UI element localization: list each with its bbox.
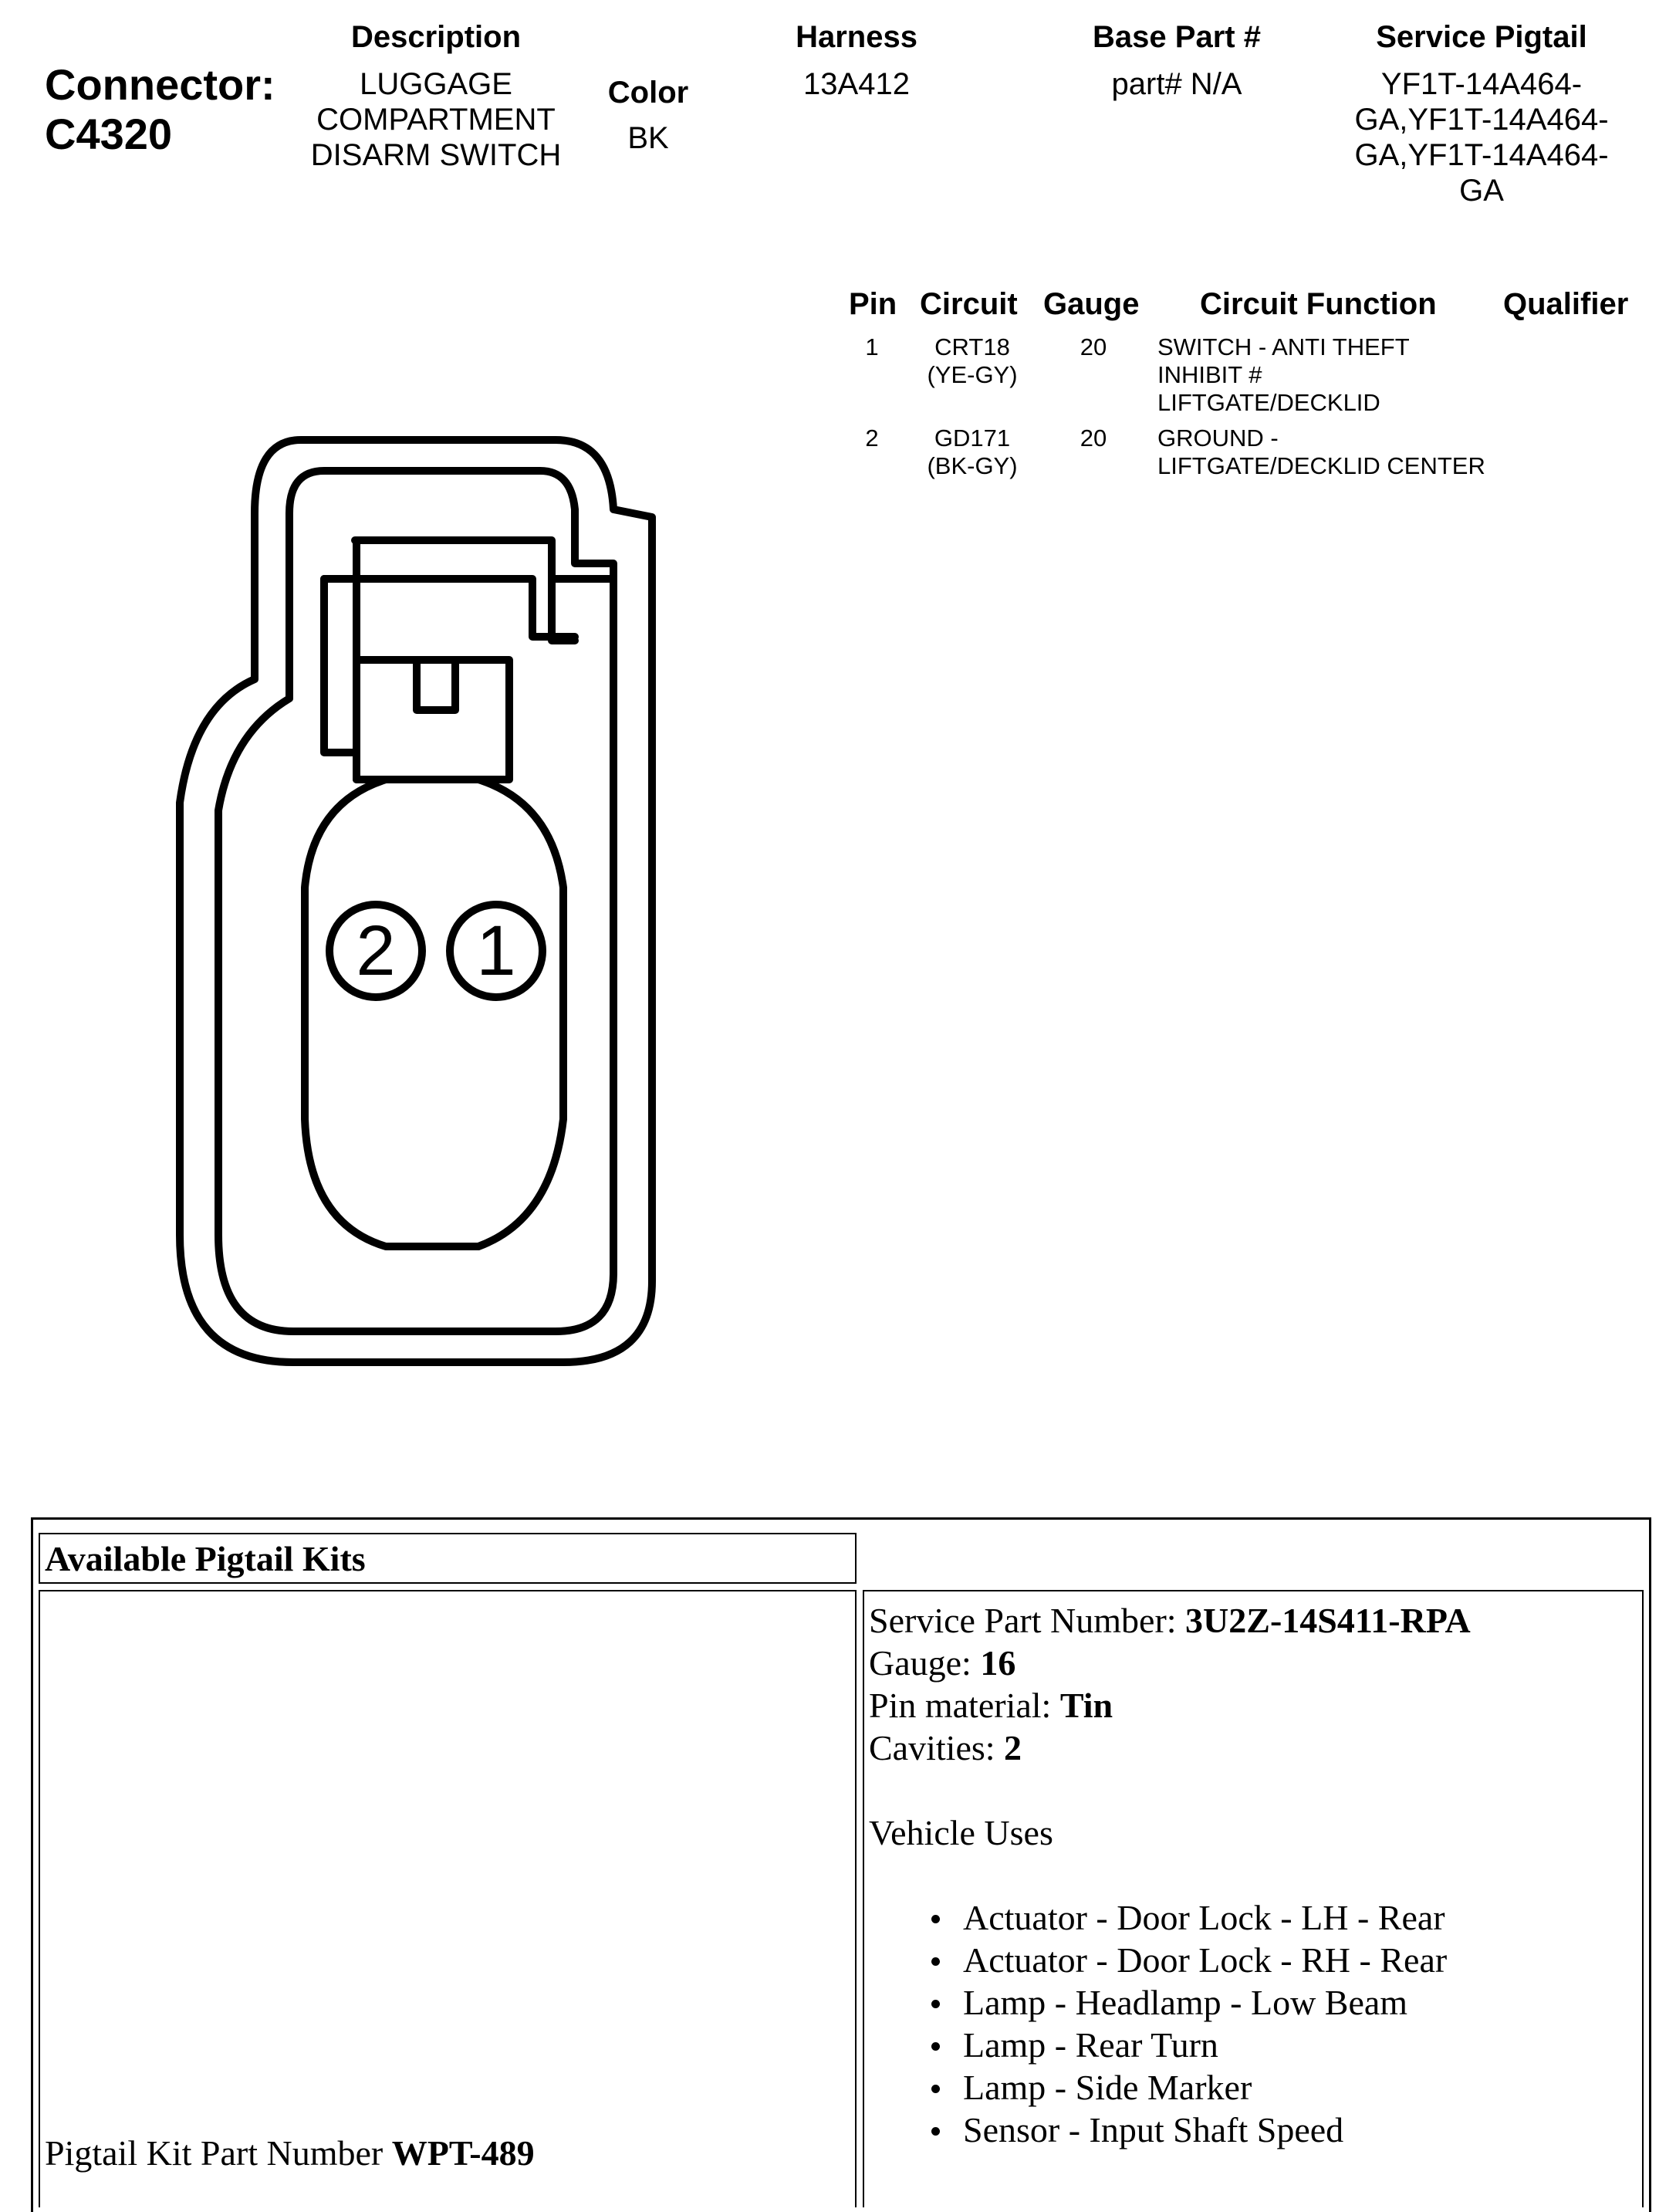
service-part-value: 3U2Z-14S411-RPA [1185, 1601, 1471, 1640]
vehicle-use-text: Lamp - Headlamp - Low Beam [963, 1983, 1408, 2022]
vehicle-use-text: Actuator - Door Lock - RH - Rear [963, 1940, 1448, 1980]
list-item [869, 2024, 1471, 2066]
bullet-icon [931, 2000, 940, 2008]
connector-latch-side [552, 579, 575, 641]
vehicle-use-text: Sensor - Input Shaft Speed [963, 2110, 1344, 2149]
vehicle-use-text: Lamp - Rear Turn [963, 2025, 1218, 2065]
circuit-line: GD171 [934, 424, 1011, 452]
pin-material-value: Tin [1059, 1686, 1113, 1725]
pigtail-kit-details-cell [863, 1590, 1644, 2207]
circuit-line: (BK-GY) [927, 452, 1018, 479]
pigtail-kits-title-box [39, 1533, 857, 1584]
service-pigtail-line: YF1T-14A464- [1380, 67, 1583, 101]
gauge-cell: 20 [1080, 424, 1107, 452]
kit-gauge-value: 16 [980, 1643, 1016, 1683]
connector-latch-inner [324, 579, 575, 637]
bullet-icon [931, 1957, 940, 1966]
function-line: LIFTGATE/DECKLID CENTER [1157, 452, 1485, 479]
pin-cell: 2 [865, 424, 879, 452]
bullet-icon [931, 2042, 940, 2051]
service-pigtail-header: Service Pigtail [1376, 20, 1587, 54]
gauge-col-header: Gauge [1043, 287, 1140, 321]
kit-part-label: Pigtail Kit Part Number [45, 2133, 392, 2173]
pin-col-header: Pin [849, 287, 897, 321]
vehicle-uses-heading: Vehicle Uses [869, 1813, 1053, 1852]
kit-gauge-label: Gauge: [869, 1643, 981, 1683]
bullet-icon [931, 1915, 940, 1923]
color-value: BK [627, 121, 669, 155]
pin-2-label: 2 [356, 912, 396, 990]
service-pigtail-value [1312, 66, 1651, 208]
cavities-value: 2 [1004, 1728, 1022, 1767]
function-line: INHIBIT # [1157, 361, 1262, 388]
function-col-header: Circuit Function [1200, 287, 1437, 321]
kit-pin-material [869, 1684, 1471, 1727]
pigtail-kit-details [869, 1599, 1471, 2151]
list-item [869, 1896, 1471, 1939]
base-part-value: part# N/A [1111, 67, 1242, 101]
connector-face-diagram [0, 0, 694, 1389]
circuit-cell [903, 333, 1042, 389]
service-pigtail-line: GA,YF1T-14A464- [1354, 138, 1609, 172]
base-part-header: Base Part # [1093, 20, 1261, 54]
qualifier-col-header: Qualifier [1503, 287, 1629, 321]
pin-1-label: 1 [476, 912, 516, 990]
vehicle-use-text: Actuator - Door Lock - LH - Rear [963, 1898, 1445, 1937]
bullet-icon [931, 2127, 940, 2136]
function-line: SWITCH - ANTI THEFT [1157, 333, 1410, 360]
vehicle-use-text: Lamp - Side Marker [963, 2068, 1252, 2107]
description-line: DISARM SWITCH [310, 138, 562, 172]
connector-key-notch [417, 660, 455, 710]
list-item [869, 1939, 1471, 1981]
function-line: GROUND - [1157, 424, 1279, 452]
pigtail-kits-title: Available Pigtail Kits [45, 1539, 366, 1578]
harness-header: Harness [796, 20, 917, 54]
gauge-cell: 20 [1080, 333, 1107, 360]
circuit-line: (YE-GY) [927, 361, 1018, 388]
color-header: Color [607, 76, 689, 110]
circuit-line: CRT18 [934, 333, 1010, 360]
vehicle-uses-list [869, 1896, 1471, 2151]
service-pigtail-line: GA,YF1T-14A464- [1354, 103, 1609, 137]
description-line: COMPARTMENT [316, 103, 556, 137]
pin-cell: 1 [865, 333, 879, 360]
connector-latch-body [356, 660, 509, 780]
kit-gauge [869, 1642, 1471, 1684]
list-item [869, 2066, 1471, 2109]
pigtail-kit-part-number [45, 2132, 535, 2174]
connector-label: Connector: [45, 60, 275, 109]
service-part-number [869, 1599, 1471, 1642]
harness-value: 13A412 [803, 67, 910, 101]
kit-cavities [869, 1727, 1471, 1769]
pigtail-kit-image-cell [39, 1590, 857, 2207]
connector-id: C4320 [45, 110, 173, 158]
bullet-icon [931, 2085, 940, 2093]
description-line: LUGGAGE [360, 67, 512, 101]
description-header: Description [350, 20, 522, 54]
pin-material-label: Pin material: [869, 1686, 1060, 1725]
function-cell [1157, 333, 1497, 417]
kit-part-value: WPT-489 [391, 2133, 535, 2173]
connector-pin-housing [305, 780, 563, 1246]
service-part-label: Service Part Number: [869, 1601, 1186, 1640]
function-line: LIFTGATE/DECKLID [1157, 389, 1380, 416]
service-pigtail-line: GA [1459, 174, 1504, 208]
list-item [869, 2109, 1471, 2151]
circuit-col-header: Circuit [920, 287, 1018, 321]
list-item [869, 1981, 1471, 2024]
function-cell [1157, 424, 1497, 480]
cavities-label: Cavities: [869, 1728, 1005, 1767]
circuit-cell [903, 424, 1042, 480]
